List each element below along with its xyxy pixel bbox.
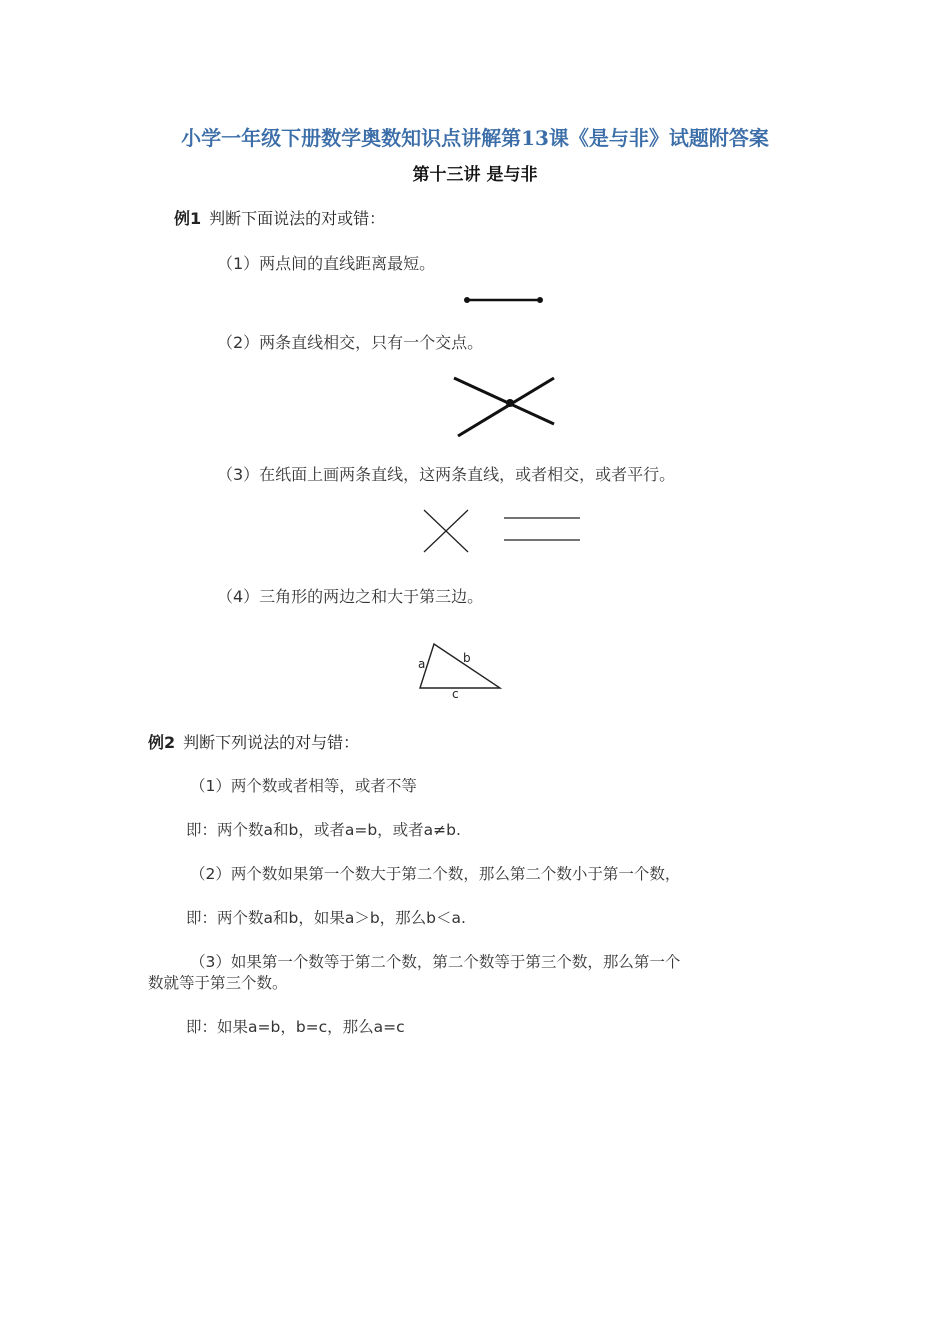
intersecting-lines-figure bbox=[450, 372, 560, 440]
example2-line-3: （2）两个数如果第一个数大于第二个数，那么第二个数小于第一个数， bbox=[190, 865, 681, 883]
example2-line-7: 即：如果a=b，b=c，那么a=c bbox=[186, 1018, 405, 1036]
segment-figure bbox=[460, 292, 550, 308]
example2-line-2: 即：两个数a和b，或者a=b，或者a≠b. bbox=[186, 821, 461, 839]
triangle-side-a: a bbox=[418, 657, 426, 671]
example1-label: 例1 bbox=[174, 209, 202, 228]
example2-heading bbox=[148, 730, 359, 753]
segment-endpoint-left bbox=[464, 297, 470, 303]
segment-endpoint-right bbox=[537, 297, 543, 303]
cross-and-parallel-figure bbox=[418, 508, 588, 556]
example2-label: 例2 bbox=[148, 733, 176, 752]
example2-prompt: 判断下列说法的对与错： bbox=[183, 733, 360, 752]
example1-item-3: （3）在纸面上画两条直线，这两条直线，或者相交，或者平行。 bbox=[217, 465, 676, 484]
example1-prompt: 判断下面说法的对或错： bbox=[209, 209, 386, 228]
example1-item-1: （1）两点间的直线距离最短。 bbox=[217, 254, 436, 273]
example1-item-2: （2）两条直线相交，只有一个交点。 bbox=[217, 333, 484, 352]
intersection-point bbox=[506, 399, 514, 407]
example2-line-4: 即：两个数a和b，如果a＞b，那么b＜a. bbox=[186, 909, 466, 927]
line-one bbox=[454, 378, 554, 424]
lecture-subtitle: 第十三讲 是与非 bbox=[412, 165, 538, 185]
example2-line-5: （3）如果第一个数等于第二个数，第二个数等于第三个数，那么第一个 bbox=[190, 953, 681, 971]
triangle-side-b: b bbox=[463, 651, 471, 665]
example2-line-6: 数就等于第三个数。 bbox=[148, 974, 288, 992]
triangle-figure bbox=[410, 638, 510, 702]
example1-item-4: （4）三角形的两边之和大于第三边。 bbox=[217, 587, 484, 606]
triangle-side-c: c bbox=[452, 687, 459, 701]
example1-heading bbox=[174, 206, 385, 229]
document-title: 小学一年级下册数学奥数知识点讲解第13课《是与非》试题附答案 bbox=[181, 126, 769, 150]
triangle bbox=[420, 644, 500, 688]
example2-line-1: （1）两个数或者相等，或者不等 bbox=[190, 777, 417, 795]
